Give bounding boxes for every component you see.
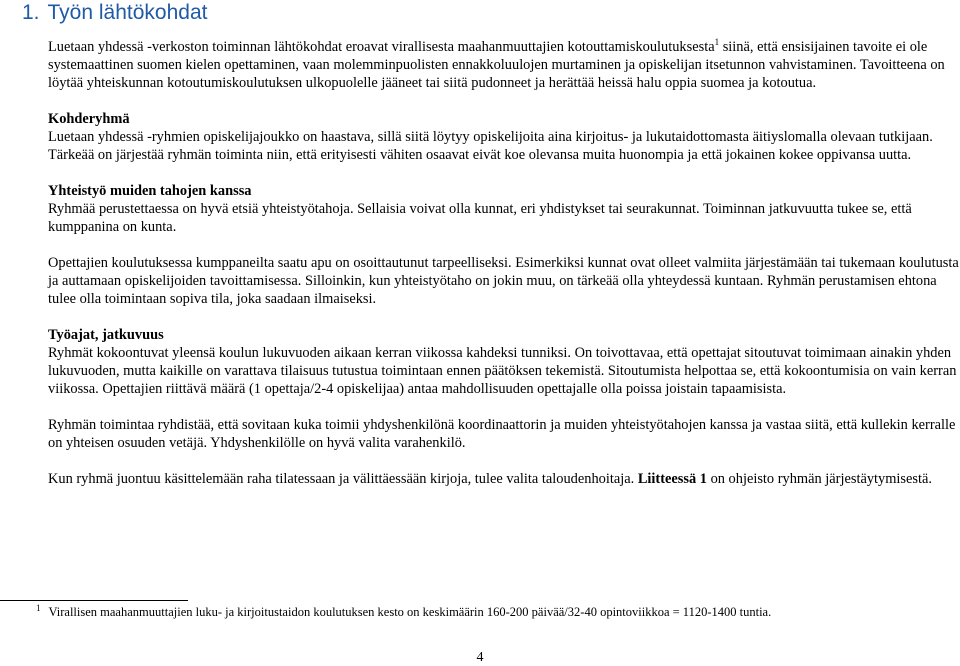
document-body <box>48 38 960 488</box>
intro-text-a: Luetaan yhdessä -verkoston toiminnan lähtökohdat eroavat virallisesta maahanmuuttajien kotouttamiskoulutuksesta <box>48 39 715 55</box>
intro-paragraph <box>48 38 960 92</box>
footnote-reference: 1 <box>714 37 720 48</box>
tyoajat-paragraph-3 <box>48 470 960 488</box>
tyoajat-paragraph-2: Ryhmän toimintaa ryhdistää, että sovitaan kuka toimii yhdyshenkilönä koordinaattorin ja muiden yhteistyötahojen kanssa ja vastaa siitä, että kullekin kerralle on yhteisen osuuden vetäjä. Yhdyshenkilölle on hyvä valita varahenkilö. <box>48 417 956 451</box>
tyoajat-text: Ryhmät kokoontuvat yleensä koulun lukuvuoden aikaan kerran viikossa kahdeksi tunniksi. On toivottavaa, että opettajat sitoutuvat toimimaan ainakin yhden lukuvuoden, mutta kaikille on varattava tilaisuus tutustua toimintaan ennen päätöksen tekemistä. Sitoutumista helpottaa se, että kokoontumisia on vain kerran viikossa. Opettajien riittävä määrä (1 opettaja/2-4 opiskelijaa) antaa mahdollisuuden opettajalle olla poissa joistain tapaamisista. <box>48 345 957 397</box>
footnote-text: Virallisen maahanmuuttajien luku- ja kirjoitustaidon koulutuksen kesto on keskimäärin 160-200 päivää/32-40 opintoviikkoa = 1120-1400 tuntia. <box>48 605 772 619</box>
yhteistyo-paragraph-2: Opettajien koulutuksessa kumppaneilta saatu apu on osoittautunut tarpeelliseksi. Esimerkiksi kunnat ovat olleet valmiita järjestämään tai tukemaan koulutusta ja auttamaan opiskelijoiden tavoittamisessa. Silloinkin, kun yhteistyötaho on jokin muu, on tärkeää olla yhteydessä kuntaan. Ryhmän perustamisen ehtona tulee olla toimintaan sopiva tila, joka saadaan ilmaiseksi. <box>48 255 959 307</box>
footnote <box>36 604 936 620</box>
section-heading <box>22 0 207 26</box>
tyoajat-heading: Työajat, jatkuvuus <box>48 327 164 343</box>
tyoajat-text3-a: Kun ryhmä juontuu käsittelemään raha tilatessaan ja välittäessään kirjoja, tulee valita taloudenhoitaja. <box>48 471 638 487</box>
intro-text-b: siinä, että ensisijainen tavoite ei ole systemaattinen suomen kielen opettaminen, vaan molemminpuolisten ennakkoluulojen murtaminen ja opiskelijan itsetunnon vahvistaminen. Tavoitteena on löytää yhteiskunnan kotoutumiskoulutuksen ulkopuolelle jääneet tai siitä pudonneet ja herättää heissä halu oppia suomea ja kotoutua. <box>48 39 945 91</box>
yhteistyo-heading: Yhteistyö muiden tahojen kanssa <box>48 183 252 199</box>
tyoajat-paragraph <box>48 326 960 398</box>
footnote-separator <box>0 600 188 601</box>
yhteistyo-paragraph <box>48 182 960 236</box>
tyoajat-text3-b: on ohjeisto ryhmän järjestäytymisestä. <box>706 471 932 487</box>
appendix-reference: Liitteessä 1 <box>637 471 707 487</box>
yhteistyo-text: Ryhmää perustettaessa on hyvä etsiä yhteistyötahoja. Sellaisia voivat olla kunnat, eri yhdistykset tai seurakunnat. Toiminnan jatkuvuutta tukee se, että kumppanina on kunta. <box>48 201 912 235</box>
footnote-mark: 1 <box>36 602 41 613</box>
kohderyhma-text: Luetaan yhdessä -ryhmien opiskelijajoukko on haastava, sillä siitä löytyy opiskelijoita aina kirjoitus- ja lukutaidottomasta äitiyslomalla olevaan tutkijaan. Tärkeää on järjestää ryhmän toiminta niin, että erityisesti vähiten osaavat eivät koe olevansa muita huonompia ja että jokainen kokee oppivansa uutta. <box>48 129 933 163</box>
kohderyhma-paragraph <box>48 110 960 164</box>
section-title: Työn lähtökohdat <box>47 1 208 24</box>
section-number: 1. <box>22 1 40 24</box>
kohderyhma-heading: Kohderyhmä <box>48 111 130 127</box>
page-number: 4 <box>476 650 484 665</box>
